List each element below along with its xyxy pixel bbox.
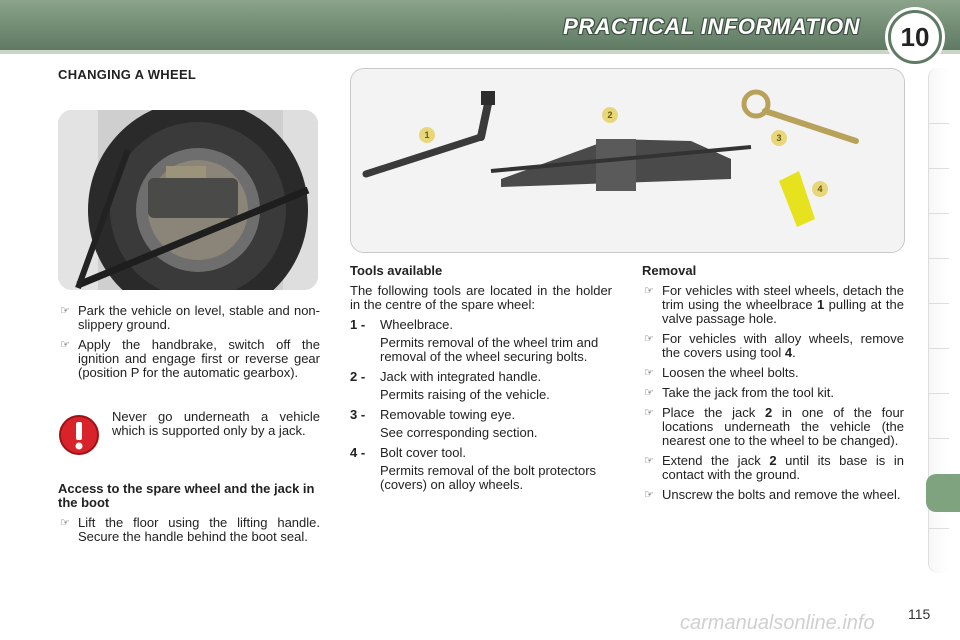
svg-text:3: 3 [776, 133, 782, 143]
removal-heading: Removal [642, 263, 697, 278]
tool-item [350, 446, 612, 460]
tool-name: Removable towing eye. [380, 407, 516, 422]
tool-name: Jack with integrated handle. [380, 369, 542, 384]
svg-text:2: 2 [607, 110, 613, 120]
tools-list [350, 318, 612, 492]
tool-description: See corresponding section. [380, 425, 538, 440]
list-item [642, 454, 904, 482]
tool-description: Permits removal of the bolt protectors (covers) on alloy wheels. [380, 463, 597, 492]
list-item-text: For vehicles with alloy wheels, remove the covers using tool 4. [662, 331, 904, 360]
tool-number: 2 - [350, 369, 366, 384]
pointing-hand-icon: ☞ [644, 489, 654, 501]
pointing-hand-icon: ☞ [644, 407, 654, 419]
list-item-text: Place the jack 2 in one of the four locations underneath the vehicle (the nearest one to the wheel to be changed). [662, 405, 904, 448]
left-instructions [58, 304, 320, 386]
list-item-text: Take the jack from the tool kit. [662, 385, 834, 400]
page-number: 115 [908, 606, 931, 622]
list-item: ☞ Park the vehicle on level, stable and non-slippery ground. [60, 303, 320, 332]
pointing-hand-icon: ☞ [60, 305, 70, 317]
list-item-text: For vehicles with steel wheels, detach the trim using the wheelbrace 1 pulling at the valve passage hole. [662, 283, 904, 326]
tool-item [350, 370, 612, 384]
pointing-hand-icon: ☞ [644, 333, 654, 345]
list-item [642, 406, 904, 448]
callout-1 [419, 127, 435, 143]
svg-text:1: 1 [424, 130, 430, 140]
tools-photo [350, 68, 905, 253]
chapter-tab-active[interactable] [926, 474, 960, 512]
spare-wheel-photo [58, 110, 318, 290]
pointing-hand-icon: ☞ [644, 387, 654, 399]
pointing-hand-icon: ☞ [60, 517, 70, 529]
list-item-text: Loosen the wheel bolts. [662, 365, 799, 380]
access-heading: Access to the spare wheel and the jack in the boot [58, 481, 315, 510]
warning-text: Never go underneath a vehicle which is supported only by a jack. [112, 409, 320, 438]
tool-name: Wheelbrace. [380, 317, 453, 332]
access-section [58, 482, 320, 550]
tool-number: 4 - [350, 445, 366, 460]
tool-item [350, 408, 612, 422]
list-item [642, 284, 904, 326]
pointing-hand-icon: ☞ [644, 367, 654, 379]
list-item [642, 332, 904, 360]
list-item-text: Extend the jack 2 until its base is in contact with the ground. [662, 453, 904, 482]
list-item [642, 386, 904, 400]
svg-text:4: 4 [817, 184, 823, 194]
tools-intro: The following tools are located in the holder in the centre of the spare wheel: [350, 283, 612, 312]
tools-section [350, 264, 612, 498]
callout-3 [771, 130, 787, 146]
tool-number: 3 - [350, 407, 366, 422]
removal-section [642, 264, 904, 508]
tools-heading: Tools available [350, 263, 443, 278]
callout-2 [602, 107, 618, 123]
section-title: CHANGING A WHEEL [58, 67, 197, 82]
tool-item [350, 318, 612, 332]
list-item [642, 488, 904, 502]
tool-description: Permits raising of the vehicle. [380, 387, 550, 402]
tool-description: Permits removal of the wheel trim and removal of the wheel securing bolts. [380, 335, 599, 364]
list-item-text: Unscrew the bolts and remove the wheel. [662, 487, 901, 502]
list-item [642, 366, 904, 380]
warning-icon [58, 414, 100, 456]
header-strip [0, 50, 960, 54]
removal-list [642, 284, 904, 502]
list-item: ☞ Lift the floor using the lifting handle. Secure the handle behind the boot seal. [60, 515, 320, 544]
chapter-title: PRACTICAL INFORMATION [563, 14, 860, 39]
tool-number: 1 - [350, 317, 366, 332]
tool-name: Bolt cover tool. [380, 445, 466, 460]
pointing-hand-icon: ☞ [644, 285, 654, 297]
chapter-number-badge: 10 [888, 10, 942, 64]
list-item: ☞ Apply the handbrake, switch off the ignition and engage first or reverse gear (position P for the automatic gearbox). [60, 337, 320, 380]
pointing-hand-icon: ☞ [60, 339, 70, 351]
callout-4 [812, 181, 828, 197]
pointing-hand-icon: ☞ [644, 455, 654, 467]
watermark: carmanualsonline.info [680, 612, 875, 634]
